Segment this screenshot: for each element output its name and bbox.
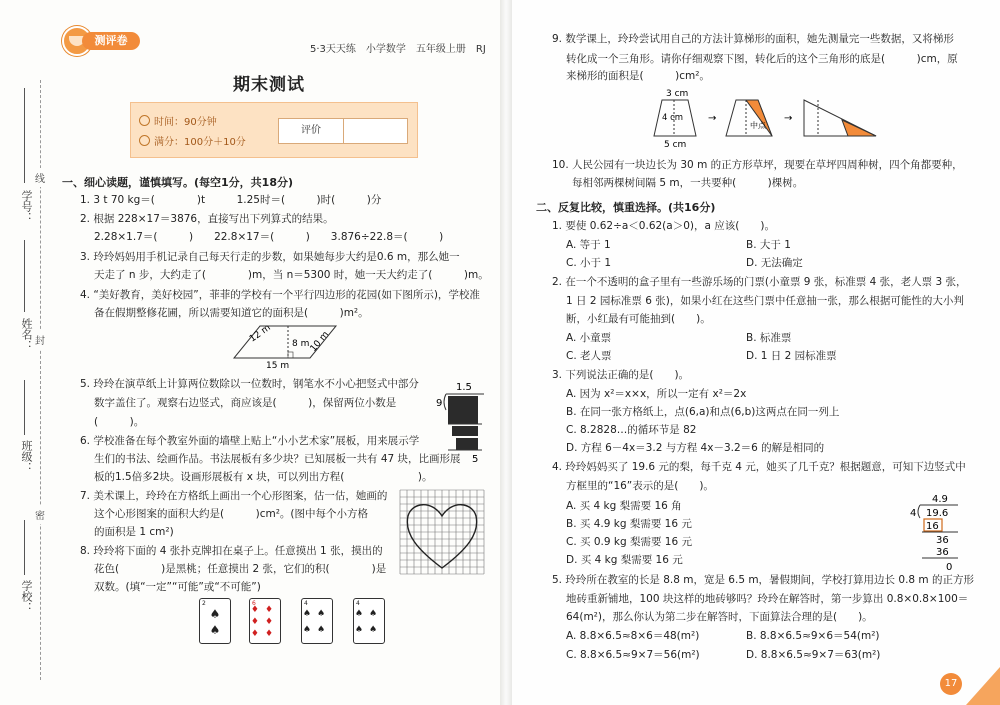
spade-icon: ♠♠ (302, 625, 332, 635)
r5-option-b: B. 8.8×6.5≈9×6＝54(m²) (746, 630, 880, 642)
series-header: 5·3天天练 小学数学 五年级上册 RJ (310, 44, 486, 55)
q9-line3: 来梯形的面积是( )cm²。 (566, 70, 710, 82)
time-line (139, 113, 217, 128)
arrow-icon-1: → (708, 113, 717, 124)
card-4-rank: 4 (356, 600, 360, 607)
q3-line2: 天走了 n 步，大约走了( )m，当 n＝5300 时，她一天大约走了( )m。 (94, 269, 489, 281)
trap-height-label: 4 cm (662, 113, 684, 123)
r3-option-c: C. 8.2828…的循环节是 82 (566, 424, 697, 436)
page-title: 期末测试 (233, 75, 305, 95)
spade-icon: ♠♠ (354, 625, 384, 635)
class-label: 班级： (20, 440, 33, 473)
q2-line2: 2.28×1.7＝( ) 22.8×17＝( ) 3.876÷22.8＝( ) (94, 231, 444, 243)
r1-question: 1. 要使 0.62÷a＜0.62(a＞0)，a 应该( )。 (552, 220, 775, 232)
mark-mi: 密 (35, 505, 45, 524)
long-division-figure (906, 492, 962, 576)
card-2-rank: 6 (252, 600, 256, 607)
evaluation-label: 评价 (279, 119, 344, 143)
fig-top-label: 12 m (247, 323, 273, 345)
check-icon (139, 135, 150, 146)
fig-side-label: 10 m (308, 329, 332, 354)
score-text: 满分：100分＋10分 (154, 137, 246, 148)
r4-option-a: A. 买 4 kg 梨需要 16 角 (566, 500, 682, 512)
r2-option-a: A. 小童票 (566, 332, 612, 344)
school-label: 学校： (20, 580, 33, 613)
r5-line3: 64(m²)，那么你认为第二步在解答时，下面算法合理的是( )。 (566, 611, 873, 623)
time-text: 时间：90分钟 (154, 117, 217, 128)
ld-step3: 36 (936, 547, 949, 558)
q8-line1: 8. 玲玲将下面的 4 张扑克牌扣在桌子上。任意摸出 1 张，摸出的 (80, 545, 383, 557)
r5-option-a: A. 8.8×6.5≈8×6＝48(m²) (566, 630, 700, 642)
q6-line3: 板的1.5倍多2块。设画形展板有 x 块，可以列出方程( )。 (94, 471, 433, 483)
r5-line2: 地砖重新铺地，100 块这样的地砖够吗？玲玲在解答时，第一步算出 0.8×0.8×100＝ (566, 593, 969, 605)
class-blank (24, 380, 25, 435)
q10-line2: 每相邻两棵树间隔 5 m，一共要种( )棵树。 (572, 177, 804, 189)
spade-icon: ♠♠ (354, 609, 384, 619)
playing-card-3 (301, 598, 333, 644)
r2-line3: 断，小红最有可能抽到( )。 (566, 313, 711, 325)
ld-dividend: 19.6 (926, 508, 949, 519)
diamond-icon: ♦♦ (250, 617, 280, 627)
q4-line2: 备在假期整修花圃，所以需要知道它的面积是( )m²。 (94, 307, 369, 319)
r2-option-c: C. 老人票 (566, 350, 612, 362)
playing-card-4 (353, 598, 385, 644)
r4-option-c: C. 买 0.9 kg 梨需要 16 元 (566, 536, 692, 548)
q7-line3: 的面积是 1 cm²) (94, 526, 174, 538)
playing-card-1 (199, 598, 231, 644)
q5-line1: 5. 玲玲在演草纸上计算两位数除以一位数时，钢笔水不小心把竖式中部分 (80, 378, 419, 390)
badge: 测评卷 (82, 32, 140, 50)
r3-question: 3. 下列说法正确的是( )。 (552, 369, 690, 381)
r4-line2: 方框里的“16”表示的是( )。 (566, 480, 714, 492)
evaluation-box (278, 118, 408, 144)
diamond-icon: ♦♦ (250, 605, 280, 615)
q6-line2: 生们的书法、绘画作品。书法展板有多少块？已知展板一共有 47 块，比画形展 (94, 453, 461, 465)
r3-option-a: A. 因为 x²＝x×x，所以一定有 x²＝2x (566, 388, 747, 400)
diamond-icon: ♦♦ (250, 629, 280, 639)
r4-option-d: D. 买 4 kg 梨需要 16 元 (566, 554, 683, 566)
card-1-rank: 2 (202, 600, 206, 607)
r1-option-c: C. 小于 1 (566, 257, 612, 269)
r3-option-b: B. 在同一张方格纸上，点(6,a)和点(6,b)这两点在同一列上 (566, 406, 840, 418)
logo (62, 30, 140, 54)
division-quotient: 1.5 (456, 382, 472, 393)
r5-option-c: C. 8.8×6.5≈9×7＝56(m²) (566, 649, 700, 661)
exam-info-box (130, 102, 418, 158)
q5-line3: ( )。 (94, 416, 145, 428)
r1-option-d: D. 无法确定 (746, 257, 803, 269)
q5-line2: 数字盖住了。观察右边竖式，商应该是( )，保留两位小数是 (94, 397, 397, 409)
q7-line1: 7. 美术课上，玲玲在方格纸上画出一个心形图案，估一估，她画的 (80, 490, 388, 502)
r4-line1: 4. 玲玲妈妈买了 19.6 元的梨，每千克 4 元，她买了几千克？根据题意，可知下边竖式中 (552, 461, 966, 473)
q8-line3: 双数。(填“一定”“可能”或“不可能”) (94, 581, 261, 593)
r5-line1: 5. 玲玲所在教室的长是 8.8 m，宽是 6.5 m，暑假期间，学校打算用边长 0.8 m 的正方形 (552, 574, 974, 586)
name-label: 姓名： (20, 318, 33, 351)
ld-remainder: 0 (946, 562, 953, 573)
r1-option-b: B. 大于 1 (746, 239, 791, 251)
division-divisor: 9 (436, 398, 443, 409)
ld-step2: 36 (936, 535, 949, 546)
book-gutter (500, 0, 512, 705)
r3-option-d: D. 方程 6－4x＝3.2 与方程 4x－3.2＝6 的解是相同的 (566, 442, 825, 454)
ld-step1: 16 (926, 521, 939, 532)
student-no-blank (24, 88, 25, 183)
section1-heading: 一、细心读题，谨慎填写。(每空1分，共18分) (62, 176, 294, 189)
q10-line1: 10. 人民公园有一块边长为 30 m 的正方形草坪，现要在草坪四周种树，四个角都要种， (552, 159, 963, 171)
playing-card-2 (249, 598, 281, 644)
fig-bottom-label: 15 m (266, 361, 290, 370)
section2-heading: 二、反复比较，慎重选择。(共16分) (536, 201, 716, 214)
trap-bottom-label: 5 cm (664, 140, 687, 150)
clock-icon (139, 115, 150, 126)
corner-decoration (966, 667, 1000, 705)
q7-line2: 这个心形图案的面积大约是( )cm²。(图中每个小方格 (94, 508, 368, 520)
spade-icon: ♠ (209, 623, 221, 637)
q1: 1. 3 t 70 kg＝( )t 1.25时＝( )时( )分 (80, 194, 382, 206)
q8-line2: 花色( )是黑桃；任意摸出 2 张，它们的积( )是 (94, 563, 387, 575)
q9-line2: 转化成一个三角形。请你仔细观察下图，转化后的这个三角形的底是( )cm，原 (566, 53, 958, 65)
arrow-icon-2: → (784, 113, 793, 124)
parallelogram-figure (230, 322, 340, 370)
mark-feng: 封 (35, 330, 45, 349)
q6-line1: 6. 学校准备在每个教室外面的墙壁上贴上“小小艺术家”展板，用来展示学 (80, 435, 420, 447)
ld-divisor: 4 (910, 508, 917, 519)
q9-line1: 9. 数学课上，玲玲尝试用自己的方法计算梯形的面积，她先测量完一些数据，又将梯形 (552, 33, 954, 45)
r2-line1: 2. 在一个不透明的盒子里有一些游乐场的门票(小童票 9 张，标准票 4 张，老人票 3 张， (552, 276, 967, 288)
trapezoid-figure (646, 86, 886, 150)
r2-option-b: B. 标准票 (746, 332, 792, 344)
spade-icon: ♠ (209, 607, 221, 621)
page-number: 17 (940, 673, 962, 695)
q3-line1: 3. 玲玲妈妈用手机记录自己每天行走的步数，如果她每步大约是0.6 m，那么她一 (80, 251, 460, 263)
school-blank (24, 520, 25, 575)
score-line (139, 133, 246, 148)
r4-option-b: B. 买 4.9 kg 梨需要 16 元 (566, 518, 692, 530)
spade-icon: ♠♠ (302, 609, 332, 619)
mark-xian: 线 (35, 168, 45, 187)
r5-option-d: D. 8.8×6.5≈9×7＝63(m²) (746, 649, 881, 661)
binding-strip (0, 0, 58, 705)
trap-top-label: 3 cm (666, 89, 689, 99)
student-no-label: 学号： (20, 190, 33, 223)
ld-quotient: 4.9 (932, 494, 948, 505)
midpoint-label: 中点 (750, 121, 766, 130)
r1-option-a: A. 等于 1 (566, 239, 611, 251)
card-3-rank: 4 (304, 600, 308, 607)
r2-option-d: D. 1 日 2 园标准票 (746, 350, 837, 362)
name-blank (24, 240, 25, 312)
q2-line1: 2. 根据 228×17＝3876，直接写出下列算式的结果。 (80, 213, 334, 225)
heart-grid-figure (398, 488, 486, 576)
fig-height-label: 8 m (292, 339, 310, 349)
right-page (506, 0, 1000, 705)
division-last-digit: 5 (472, 454, 479, 465)
r2-line2: 1 日 2 园标准票 6 张)，如果小红在这些门票中任意抽一张，那么根据可能性的大小判 (566, 295, 964, 307)
q4-line1: 4. “美好教育，美好校园”，菲菲的学校有一个平行四边形的花园(如下图所示)，学校准 (80, 289, 480, 301)
